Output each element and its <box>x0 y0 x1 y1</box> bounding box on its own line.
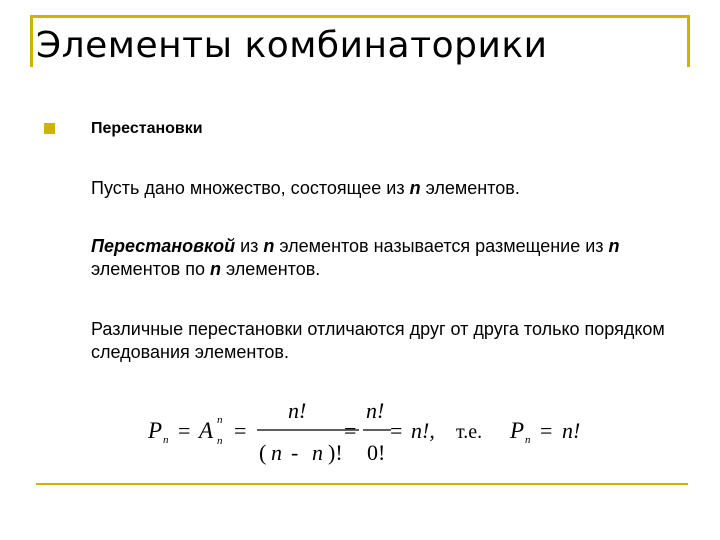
permutation-formula <box>140 392 610 472</box>
p1-var-n: n <box>409 178 421 198</box>
formula-equals-5: = <box>540 418 553 443</box>
frame-line-right <box>687 15 690 67</box>
paragraph-permutation-order: Различные перестановки отличаются друг от друга только порядком следования элементов. <box>91 319 665 362</box>
paragraph-permutation-definition <box>91 235 681 281</box>
formula-equals-3: = <box>344 418 357 443</box>
section-heading: Перестановки <box>91 120 203 137</box>
frame-line-left <box>30 15 33 67</box>
fraction1-denominator-n1: n <box>271 440 282 465</box>
p2-term: Перестановкой <box>91 236 236 256</box>
fraction1-denominator-open: ( <box>259 440 267 465</box>
formula-equals-4: = <box>390 418 403 443</box>
fraction2-numerator: n! <box>366 398 385 423</box>
p2-text-2: элементов называется размещение из <box>274 236 609 256</box>
formula-A-subscript: n <box>217 435 223 447</box>
paragraph-set-definition <box>91 177 681 200</box>
fraction1-denominator-n2: n <box>312 440 323 465</box>
p2-text-1: из <box>235 236 264 256</box>
formula-P: P <box>148 418 163 443</box>
fraction1-denominator-minus: - <box>291 440 299 465</box>
formula-A: A <box>199 418 214 443</box>
p2-var-n-2: n <box>608 236 620 256</box>
p1-text-2: элементов. <box>420 178 520 198</box>
p2-text-4: элементов. <box>221 259 321 279</box>
formula-equals-1: = <box>178 418 191 443</box>
formula-A-superscript: n <box>217 414 223 426</box>
fraction2-denominator: 0! <box>367 440 386 465</box>
slide-title: Элементы комбинаторики <box>36 25 548 66</box>
p2-text-3: элементов по <box>91 259 211 279</box>
frame-line-bottom <box>36 483 688 485</box>
formula-P-2-subscript: n <box>525 434 531 446</box>
formula-equals-2: = <box>234 418 247 443</box>
square-bullet-icon <box>44 123 55 134</box>
p2-var-n-3: n <box>210 259 222 279</box>
p2-var-n-1: n <box>263 236 275 256</box>
p1-text-1: Пусть дано множество, состоящее из <box>91 178 410 198</box>
formula-result-2: n! <box>562 418 581 443</box>
formula-te: т.е. <box>456 421 483 443</box>
formula-P-2: P <box>510 418 525 443</box>
formula-result: n!, <box>411 418 435 443</box>
fraction1-numerator: n! <box>288 398 307 423</box>
fraction1-denominator-close: )! <box>328 440 343 465</box>
formula-P-subscript: n <box>163 434 169 446</box>
frame-line-top <box>30 15 690 18</box>
